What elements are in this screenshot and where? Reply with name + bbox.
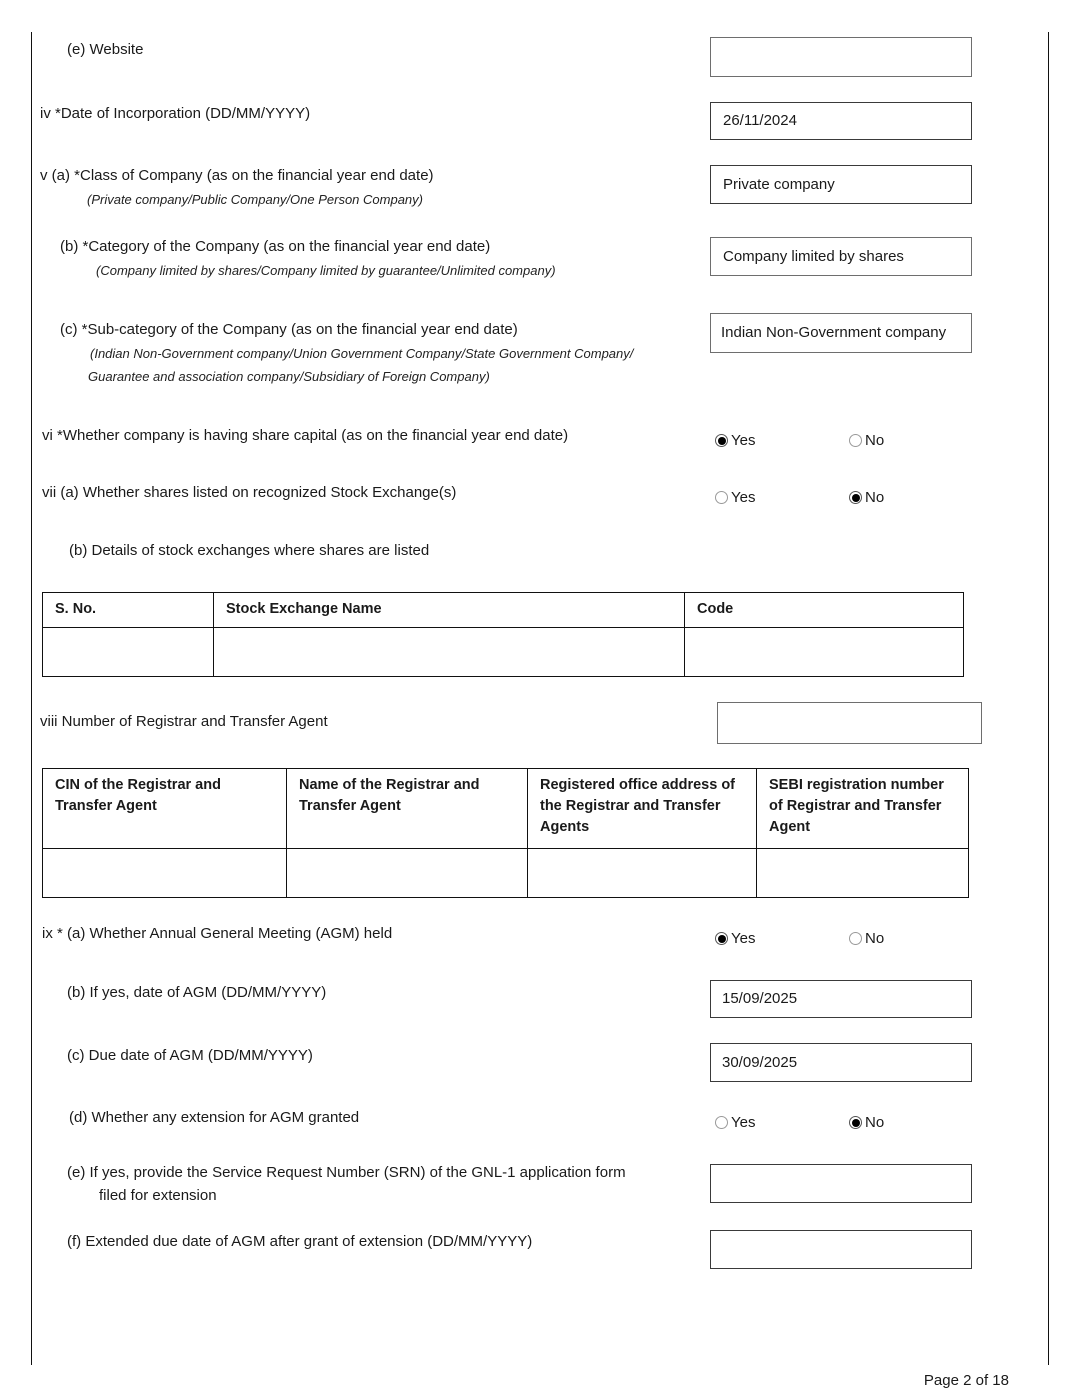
radio-unchecked-icon[interactable]	[715, 1116, 728, 1129]
share-capital-no-option[interactable]	[849, 432, 884, 449]
table-row	[43, 628, 964, 677]
agm-extension-label: (d) Whether any extension for AGM granted	[69, 1109, 360, 1126]
stock-exchanges-table	[42, 592, 964, 677]
radio-label: Yes	[731, 1114, 756, 1131]
radio-checked-icon[interactable]	[715, 434, 728, 447]
listed-label: vii (a) Whether shares listed on recognized Stock Exchange(s)	[42, 484, 457, 501]
category-field[interactable]: Company limited by shares	[710, 237, 972, 276]
table-cell[interactable]	[685, 628, 964, 677]
radio-label: No	[865, 1114, 885, 1131]
srn-field[interactable]	[710, 1164, 972, 1203]
stock-exchanges-label: (b) Details of stock exchanges where shares are listed	[69, 542, 430, 559]
share-capital-radio-group	[715, 432, 884, 449]
share-capital-yes-option[interactable]	[715, 432, 849, 449]
agm-extension-yes-option[interactable]	[715, 1114, 849, 1131]
agm-extension-radio-group	[715, 1114, 884, 1131]
agm-date-field[interactable]: 15/09/2025	[710, 980, 972, 1018]
srn-label-line1: (e) If yes, provide the Service Request Number (SRN) of the GNL-1 application form	[67, 1164, 626, 1181]
category-label: (b) *Category of the Company (as on the financial year end date)	[60, 238, 491, 255]
radio-unchecked-icon[interactable]	[715, 491, 728, 504]
table-header-row	[43, 593, 964, 628]
sub-category-hint-line2: Guarantee and association company/Subsidiary of Foreign Company)	[88, 369, 490, 384]
extended-due-date-label: (f) Extended due date of AGM after grant of extension (DD/MM/YYYY)	[67, 1233, 533, 1250]
agm-extension-no-option[interactable]	[849, 1114, 884, 1131]
agm-due-date-field[interactable]: 30/09/2025	[710, 1043, 972, 1082]
sub-category-field[interactable]: Indian Non-Government company	[710, 313, 972, 353]
column-header: Stock Exchange Name	[214, 593, 685, 628]
radio-label: Yes	[731, 432, 756, 449]
category-hint: (Company limited by shares/Company limited by guarantee/Unlimited company)	[96, 263, 556, 278]
column-header: CIN of the Registrar and Transfer Agent	[43, 769, 287, 849]
website-field[interactable]	[710, 37, 972, 77]
radio-label: Yes	[731, 489, 756, 506]
radio-unchecked-icon[interactable]	[849, 932, 862, 945]
table-cell[interactable]	[43, 628, 214, 677]
radio-checked-icon[interactable]	[715, 932, 728, 945]
extended-due-date-field[interactable]	[710, 1230, 972, 1269]
incorporation-date-field[interactable]: 26/11/2024	[710, 102, 972, 140]
incorporation-date-label: iv *Date of Incorporation (DD/MM/YYYY)	[40, 105, 311, 122]
listed-yes-option[interactable]	[715, 489, 849, 506]
class-of-company-hint: (Private company/Public Company/One Person Company)	[87, 192, 423, 207]
column-header: SEBI registration number of Registrar and Transfer Agent	[757, 769, 969, 849]
radio-label: No	[865, 432, 885, 449]
radio-label: No	[865, 489, 885, 506]
column-header: Registered office address of the Registrar and Transfer Agents	[528, 769, 757, 849]
radio-checked-icon[interactable]	[849, 1116, 862, 1129]
listed-no-option[interactable]	[849, 489, 884, 506]
agm-date-label: (b) If yes, date of AGM (DD/MM/YYYY)	[67, 984, 327, 1001]
agm-held-yes-option[interactable]	[715, 930, 849, 947]
listed-radio-group	[715, 489, 884, 506]
rta-count-label: viii Number of Registrar and Transfer Agent	[40, 713, 328, 730]
agm-due-date-label: (c) Due date of AGM (DD/MM/YYYY)	[67, 1047, 313, 1064]
page-number: Page 2 of 18	[923, 1372, 1009, 1389]
column-header: Code	[685, 593, 964, 628]
agm-held-radio-group	[715, 930, 884, 947]
column-header: Name of the Registrar and Transfer Agent	[287, 769, 528, 849]
table-cell[interactable]	[528, 849, 757, 898]
column-header: S. No.	[43, 593, 214, 628]
table-cell[interactable]	[287, 849, 528, 898]
radio-unchecked-icon[interactable]	[849, 434, 862, 447]
class-of-company-field[interactable]: Private company	[710, 165, 972, 204]
share-capital-label: vi *Whether company is having share capital (as on the financial year end date)	[42, 427, 569, 444]
sub-category-label: (c) *Sub-category of the Company (as on the financial year end date)	[60, 321, 518, 338]
agm-held-no-option[interactable]	[849, 930, 884, 947]
agm-held-label: ix * (a) Whether Annual General Meeting (AGM) held	[42, 925, 393, 942]
table-cell[interactable]	[43, 849, 287, 898]
table-row	[43, 849, 969, 898]
table-cell[interactable]	[757, 849, 969, 898]
rta-table	[42, 768, 969, 898]
table-header-row	[43, 769, 969, 849]
radio-label: Yes	[731, 930, 756, 947]
class-of-company-label: v (a) *Class of Company (as on the financial year end date)	[40, 167, 434, 184]
radio-label: No	[865, 930, 885, 947]
sub-category-hint-line1: (Indian Non-Government company/Union Government Company/State Government Company/	[90, 346, 634, 361]
srn-label-line2: filed for extension	[99, 1187, 217, 1204]
website-label: (e) Website	[67, 41, 144, 58]
radio-checked-icon[interactable]	[849, 491, 862, 504]
rta-count-field[interactable]	[717, 702, 982, 744]
table-cell[interactable]	[214, 628, 685, 677]
